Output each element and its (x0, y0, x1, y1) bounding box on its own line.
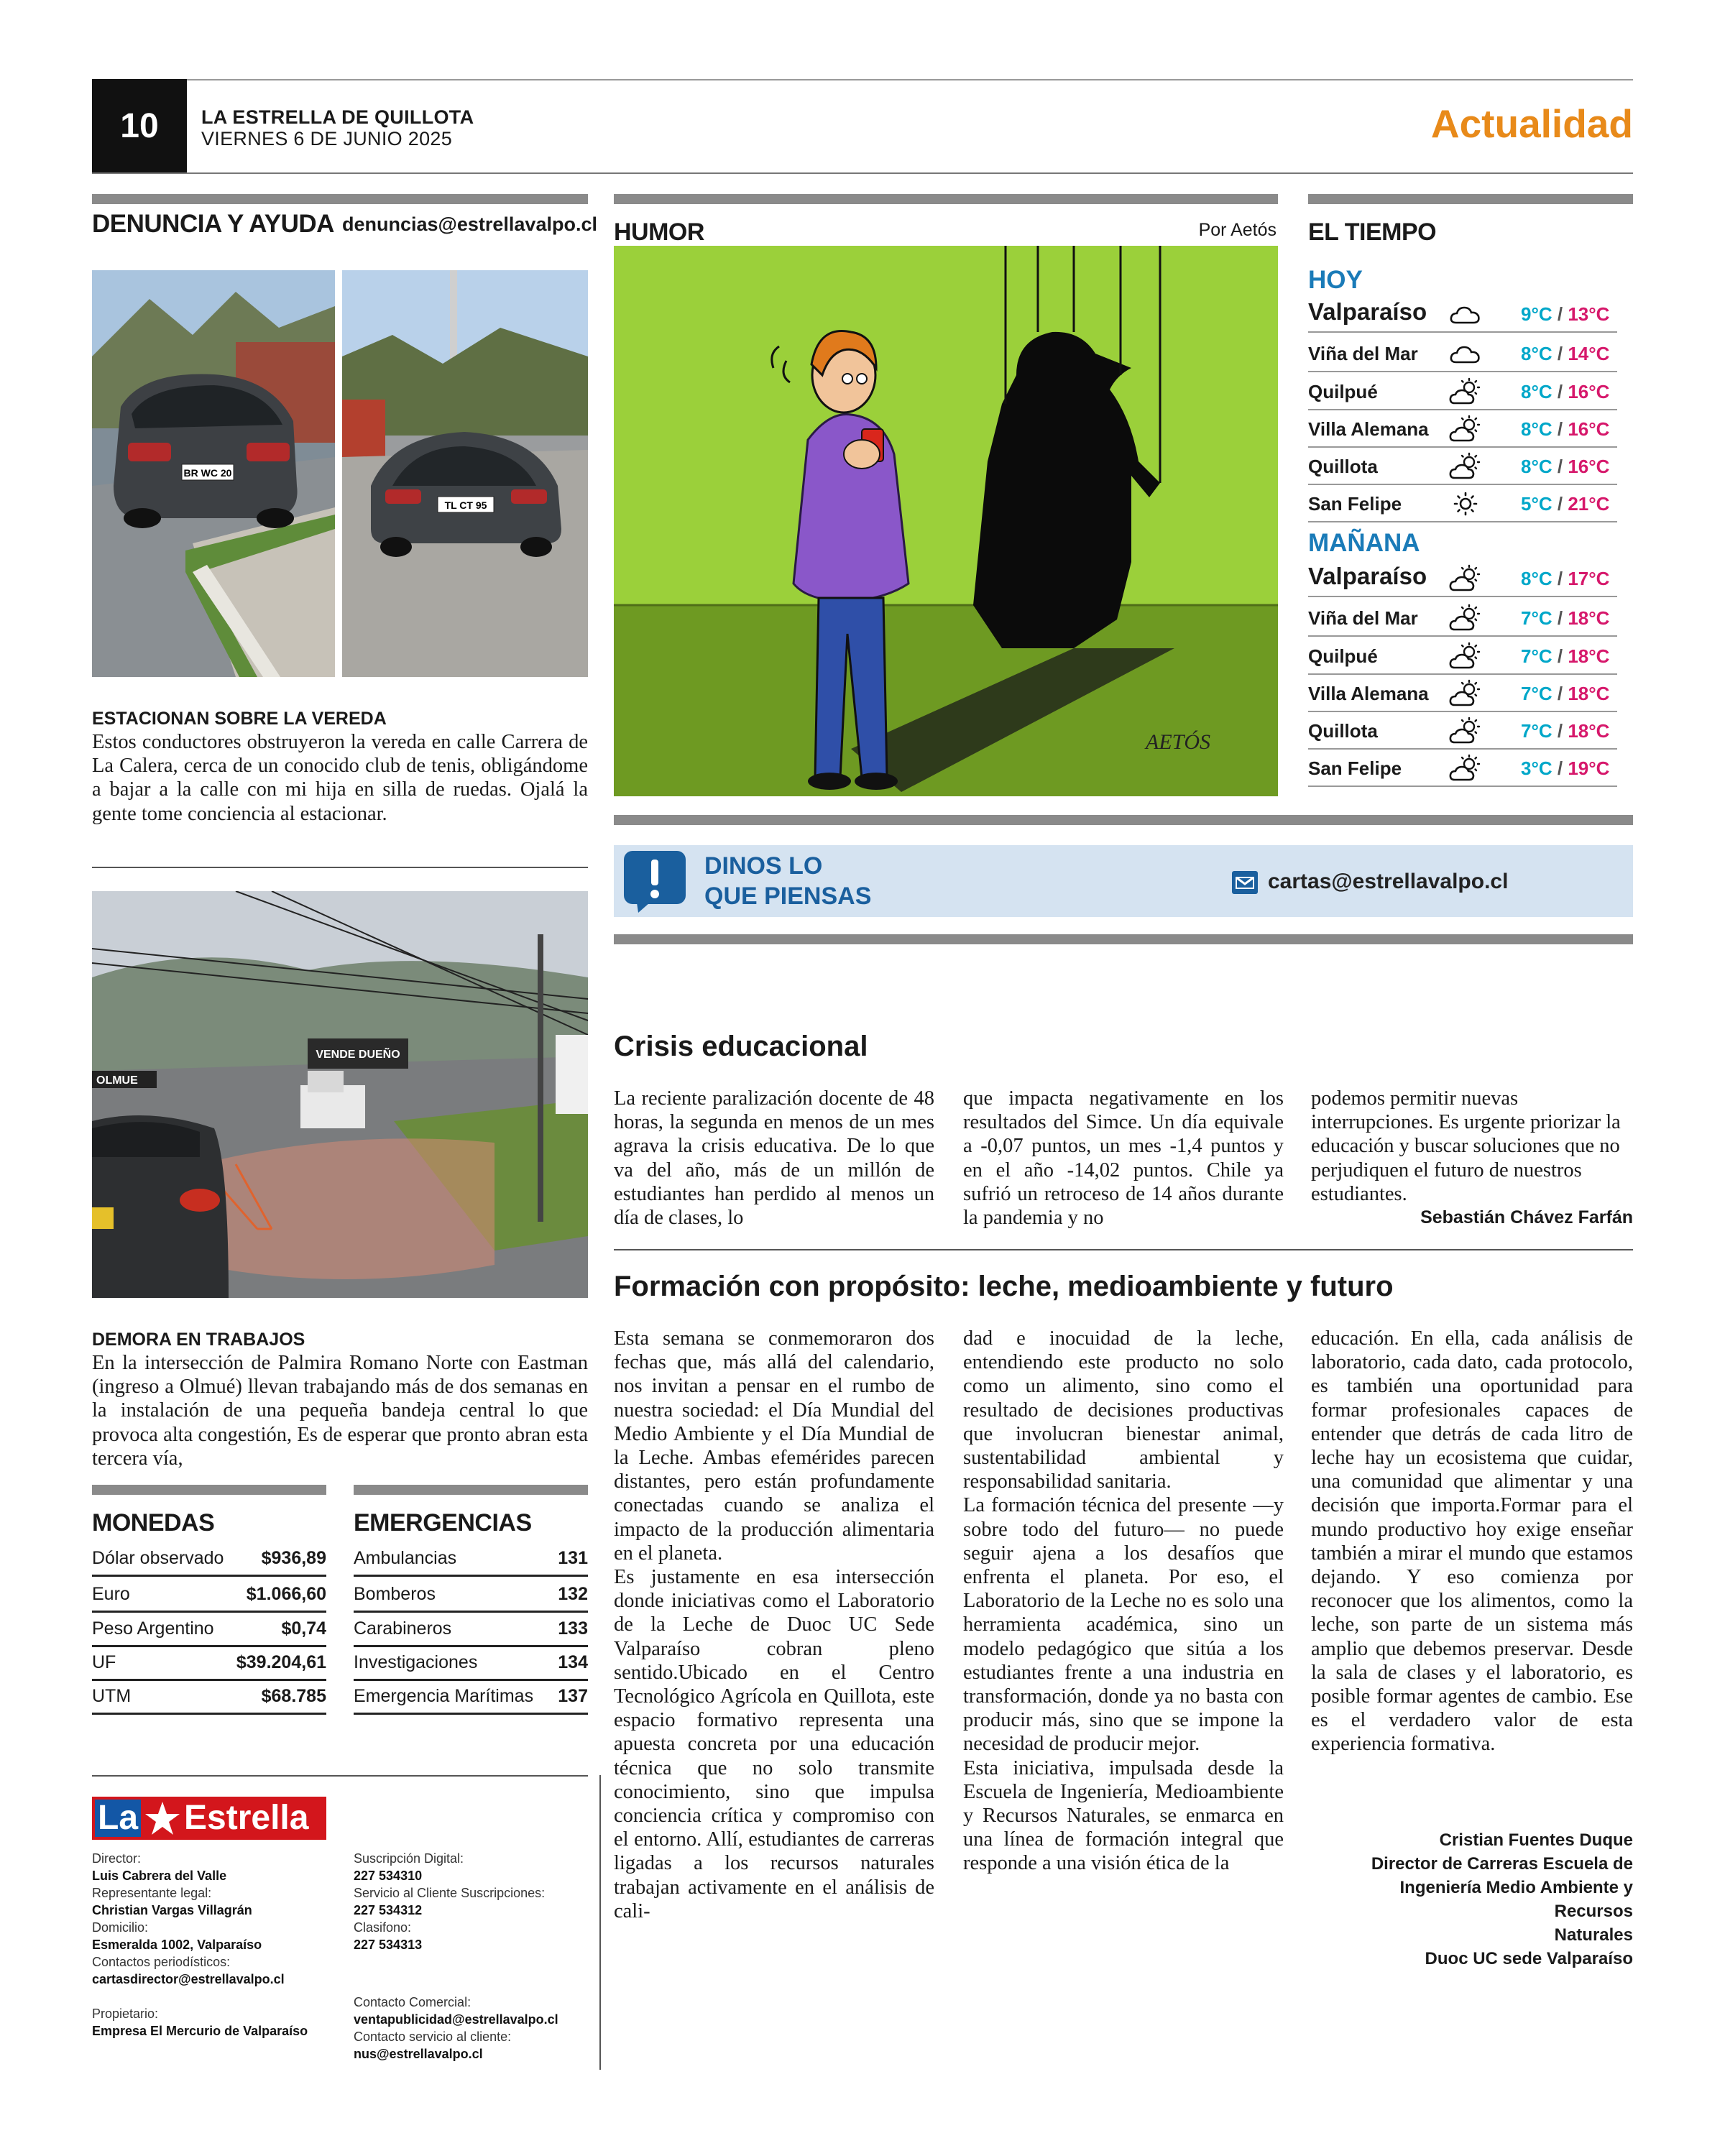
director-label: Director: (92, 1851, 142, 1866)
weather-row (1308, 411, 1617, 448)
weather-temp: 8°C / 16°C (1521, 418, 1610, 440)
partly-cloudy-icon (1449, 564, 1482, 593)
emergencias-table (354, 1542, 588, 1722)
issue-date: VIERNES 6 DE JUNIO 2025 (201, 128, 453, 149)
letter-divider (614, 1249, 1633, 1250)
cartoon-signature: AETÓS (1146, 730, 1210, 754)
emergencias-row (354, 1646, 588, 1681)
cloud-icon (1449, 339, 1482, 368)
rep-name: Christian Vargas Villagrán (92, 1903, 252, 1917)
monedas-title: MONEDAS (92, 1509, 215, 1537)
item2-text: En la intersección de Palmira Romano Norte con Eastman (ingreso a Olmué) llevan trabajando más de dos semanas en la instalación de una pequeña bandeja central lo que provoca alta congestión, Es de esperar que pronto abran esta tercera vía, (92, 1352, 588, 1470)
item1-text: Estos conductores obstruyeron la vereda en calle Carrera de La Calera, cerca de un conocido club de tenis, obligándome a bajar a la calle con mi hija en silla de ruedas. Ojalá la gente tome conciencia al estacionar. (92, 731, 588, 825)
temp-min: 5°C (1521, 493, 1552, 515)
masthead-left (92, 1850, 336, 2040)
row-label: Euro (92, 1584, 130, 1604)
letter1-title: Crisis educacional (614, 1031, 868, 1062)
row-value: $0,74 (281, 1618, 326, 1639)
weather-today-label: HOY (1308, 266, 1363, 294)
sig-role2: Ingeniería Medio Ambiente y Recursos (1399, 1878, 1633, 1921)
temp-min: 9°C (1521, 303, 1552, 325)
letter1-col3: podemos permitir nuevas interrupciones. Es urgente priorizar la educación y buscar soluciones que no perjudiquen el futuro de nuestros estudiantes. (1311, 1087, 1621, 1205)
letter2-col1: Esta semana se conmemoraron dos fechas que, más allá del calendario, nos invitan a pensar en el rumbo de nuestra sociedad: el Día Mundial del Medio Ambiente y el Día Mundial de la Leche. Ambas efemérides parecen distantes, pero están profundamente conectadas cuando se analiza el impacto de la producción alimentaria en el planeta. Es justamente en esa intersección donde iniciativas como el Laboratorio de la Leche de Duoc UC Sede Valparaíso cobran pleno sentido.Ubicado en el Centro Tecnológico Agrícola en Quillota, este espacio formativo representa una apuesta concreta por una educación técnica que no solo transmite conocimiento, sino que impulsa conciencia crítica y compromiso con el entorno. Allí, estudiantes de carreras ligadas a los recursos naturales trabajan activamente en el análisis de cali- (614, 1327, 934, 1922)
partly-cloudy-icon (1449, 377, 1482, 406)
svc-label: Servicio al Cliente Suscripciones: (354, 1886, 546, 1900)
denuncia-divider (92, 867, 588, 868)
row-value: 134 (558, 1652, 588, 1672)
weather-row (1308, 486, 1617, 522)
sus-value: 227 534310 (354, 1869, 423, 1883)
row-value: $39.204,61 (236, 1652, 326, 1672)
temp-min: 8°C (1521, 381, 1552, 402)
temp-max: 21°C (1568, 493, 1610, 515)
olmue-sign: OLMUE (96, 1074, 138, 1087)
monedas-row (92, 1680, 326, 1715)
weather-city: San Felipe (1308, 757, 1402, 779)
temp-max: 13°C (1568, 303, 1610, 325)
weather-row (1308, 374, 1617, 410)
emergencias-row (354, 1578, 588, 1613)
weather-temp: 9°C / 13°C (1521, 303, 1610, 325)
sig-role1: Director de Carreras Escuela de (1371, 1854, 1633, 1874)
letter1-signature: Sebastián Chávez Farfán (1420, 1207, 1633, 1227)
weather-bar (1308, 194, 1633, 204)
temp-max: 19°C (1568, 757, 1610, 779)
weather-city: Quillota (1308, 720, 1378, 742)
row-value: $1.066,60 (246, 1584, 326, 1604)
denuncia-title: DENUNCIA Y AYUDA (92, 210, 334, 238)
clas-label: Clasifono: (354, 1920, 412, 1935)
letter2-col2: dad e inocuidad de la leche, entendiendo este producto no solo como un alimento, sino como el resultado de decisiones productivas que involucran bienestar animal, sustentabilidad ambiental y responsabilidad sanitaria. La formación técnica del presente —y sobre todo del futuro— no puede seguir ajena a los desafíos que enfrenta el planeta. Por eso, el Laboratorio de la Leche no es solo una herramienta académica, sino un modelo pedagógico que sitúa a los estudiantes frente a una industria en transformación, donde ya no basta con producir más, sino que se impone la necesidad de producir mejor. Esta iniciativa, impulsada desde la Escuela de Ingeniería, Medioambiente y Recursos Naturales, se enmarca en una línea de formación integral que responde a una visión ética de la (963, 1327, 1284, 1875)
letter2-title: Formación con propósito: leche, medioambiente y futuro (614, 1271, 1394, 1302)
weather-temp: 7°C / 18°C (1521, 720, 1610, 742)
weather-temp: 8°C / 16°C (1521, 456, 1610, 477)
weather-city: Valparaíso (1308, 298, 1427, 325)
weather-city: Viña del Mar (1308, 343, 1418, 364)
temp-max: 18°C (1568, 720, 1610, 742)
header-bottom-rule (92, 172, 1633, 174)
temp-min: 7°C (1521, 645, 1552, 667)
cli-label: Contacto servicio al cliente: (354, 2030, 512, 2044)
humor-title: HUMOR (614, 218, 704, 246)
photo-parked-car-left (92, 270, 335, 677)
item1-title: ESTACIONAN SOBRE LA VEREDA (92, 709, 387, 729)
row-label: Emergencia Marítimas (354, 1686, 534, 1706)
row-label: Investigaciones (354, 1652, 478, 1672)
temp-min: 7°C (1521, 720, 1552, 742)
masthead-divider (92, 1775, 588, 1777)
row-label: Ambulancias (354, 1548, 457, 1568)
weather-temp: 8°C / 14°C (1521, 343, 1610, 364)
temp-max: 17°C (1568, 568, 1610, 589)
row-value: 133 (558, 1618, 588, 1639)
temp-max: 16°C (1568, 381, 1610, 402)
dom-label: Domicilio: (92, 1920, 149, 1935)
clas-value: 227 534313 (354, 1938, 423, 1952)
row-label: UTM (92, 1686, 132, 1706)
weather-city: Viña del Mar (1308, 607, 1418, 629)
temp-max: 18°C (1568, 645, 1610, 667)
section-title: Actualidad (1430, 101, 1633, 146)
weather-row (1308, 638, 1617, 675)
weather-temp: 8°C / 17°C (1521, 568, 1610, 589)
dinos-line1: DINOS LO (704, 852, 823, 880)
sig-name: Cristian Fuentes Duque (1439, 1830, 1633, 1850)
partly-cloudy-icon (1449, 604, 1482, 632)
contact-label: Contactos periodísticos: (92, 1955, 231, 1969)
row-label: UF (92, 1652, 116, 1672)
dinos-banner (614, 845, 1633, 917)
owner-label: Propietario: (92, 2007, 159, 2021)
weather-row (1308, 296, 1617, 333)
weather-row (1308, 336, 1617, 372)
weather-row (1308, 561, 1617, 597)
plate-1: BR WC 20 (183, 467, 232, 479)
sus-label: Suscripción Digital: (354, 1851, 464, 1866)
sig-role4: Duoc UC sede Valparaíso (1425, 1949, 1633, 1968)
weather-tomorrow (1308, 561, 1633, 791)
owner-value: Empresa El Mercurio de Valparaíso (92, 2024, 308, 2038)
weather-tomorrow-label: MAÑANA (1308, 529, 1420, 557)
row-value: 132 (558, 1584, 588, 1604)
weather-temp: 7°C / 18°C (1521, 683, 1610, 704)
temp-min: 8°C (1521, 456, 1552, 477)
denuncia-top-bar (92, 194, 588, 204)
monedas-row (92, 1542, 326, 1577)
emergencias-row (354, 1613, 588, 1647)
star-icon (144, 1800, 181, 1837)
dinos-top-bar (614, 815, 1633, 825)
row-label: Carabineros (354, 1618, 452, 1639)
weather-temp: 7°C / 18°C (1521, 645, 1610, 667)
emergencias-row (354, 1680, 588, 1715)
envelope-icon (1232, 871, 1258, 894)
weather-row (1308, 600, 1617, 637)
weather-city: Valparaíso (1308, 563, 1427, 589)
weather-row (1308, 448, 1617, 485)
temp-max: 18°C (1568, 607, 1610, 629)
column-divider (599, 1775, 601, 2070)
paper-name: LA ESTRELLA DE QUILLOTA (201, 106, 474, 128)
weather-city: Quilpué (1308, 381, 1378, 402)
weather-row (1308, 713, 1617, 750)
svc-value: 227 534312 (354, 1903, 423, 1917)
page-number: 10 (120, 107, 159, 145)
emergencias-row (354, 1542, 588, 1577)
monedas-table (92, 1542, 326, 1722)
temp-max: 14°C (1568, 343, 1610, 364)
weather-city: San Felipe (1308, 493, 1402, 515)
logo (92, 1797, 326, 1840)
sig-role3: Naturales (1554, 1925, 1633, 1945)
row-value: 131 (558, 1548, 588, 1568)
monedas-row (92, 1578, 326, 1613)
cloud-icon (1449, 300, 1482, 328)
partly-cloudy-icon (1449, 717, 1482, 745)
weather-temp: 8°C / 16°C (1521, 381, 1610, 402)
temp-min: 7°C (1521, 607, 1552, 629)
emergencias-title: EMERGENCIAS (354, 1509, 532, 1537)
sale-sign: VENDE DUEÑO (316, 1049, 400, 1061)
dinos-line2: QUE PIENSAS (704, 883, 872, 910)
dinos-email[interactable]: cartas@estrellavalpo.cl (1268, 870, 1509, 893)
weather-temp: 7°C / 18°C (1521, 607, 1610, 629)
weather-temp: 5°C / 21°C (1521, 493, 1610, 515)
cli-value[interactable]: nus@estrellavalpo.cl (354, 2047, 483, 2061)
partly-cloudy-icon (1449, 415, 1482, 443)
denuncia-email: denuncias@estrellavalpo.cl (342, 213, 597, 235)
logo-estrella: Estrella (184, 1799, 309, 1837)
row-value: $936,89 (261, 1548, 326, 1568)
letter1-col2: que impacta negativamente en los resultados del Simce. Un día equivale a -0,07 puntos, un mes -1,4 puntos y en el año -14,02 puntos. Chile ya sufrió un retroceso de 14 años durante la pandemia y no (963, 1087, 1284, 1230)
monedas-bar (92, 1485, 326, 1495)
weather-row (1308, 750, 1617, 787)
plate-2: TL CT 95 (444, 499, 487, 511)
monedas-row (92, 1646, 326, 1681)
contact-value[interactable]: cartasdirector@estrellavalpo.cl (92, 1972, 285, 1986)
masthead-right (354, 1850, 591, 2063)
weather-city: Villa Alemana (1308, 418, 1429, 440)
temp-max: 18°C (1568, 683, 1610, 704)
temp-min: 8°C (1521, 418, 1552, 440)
photo-parked-car-right (342, 270, 588, 677)
humor-cartoon (614, 246, 1278, 796)
row-value: 137 (558, 1686, 588, 1706)
dom-value: Esmeralda 1002, Valparaíso (92, 1938, 262, 1952)
letter2-col3: educación. En ella, cada análisis de laboratorio, cada dato, cada protocolo, es también una oportunidad para formar profesionales capaces de entender que detrás de cada litro de leche hay un ecosistema que cuidar, una comunidad que alimentar y una decisión que importa.Formar para el mundo productivo hoy exige enseñar también a mirar el mundo que estamos dejando. Y eso comienza por reconocer que los alimentos, como la leche, son parte de un sistema más amplio que debemos preservar. Desde la sala de clases y el laboratorio, es posible formar agentes de cambio. Ese es el verdadero valor de esta experiencia formativa. (1311, 1327, 1633, 1756)
exclamation-icon (622, 849, 687, 913)
monedas-row (92, 1613, 326, 1647)
emergencias-bar (354, 1485, 588, 1495)
letter1-col1: La reciente paralización docente de 48 horas, la segunda en menos de un mes agrava la crisis educativa. De lo que va del año, más de un millón de estudiantes han perdido al menos un día de clases, lo (614, 1087, 934, 1230)
dinos-bottom-bar (614, 934, 1633, 944)
sun-icon (1449, 489, 1482, 518)
weather-row (1308, 676, 1617, 712)
com-value[interactable]: ventapublicidad@estrellavalpo.cl (354, 2012, 558, 2027)
weather-city: Quilpué (1308, 645, 1378, 667)
page-number-box (92, 79, 187, 174)
temp-min: 7°C (1521, 683, 1552, 704)
page-header (92, 79, 1633, 174)
partly-cloudy-icon (1449, 452, 1482, 481)
temp-max: 16°C (1568, 418, 1610, 440)
row-label: Bomberos (354, 1584, 436, 1604)
temp-min: 8°C (1521, 343, 1552, 364)
header-top-rule (185, 79, 1633, 80)
humor-author: Por Aetós (1198, 220, 1276, 240)
item2-title: DEMORA EN TRABAJOS (92, 1330, 305, 1350)
row-label: Dólar observado (92, 1548, 224, 1568)
photo-road-works (92, 891, 588, 1298)
weather-city: Quillota (1308, 456, 1378, 477)
weather-temp: 3°C / 19°C (1521, 757, 1610, 779)
letter2-signature (1317, 1828, 1633, 1971)
partly-cloudy-icon (1449, 679, 1482, 708)
logo-la: La (95, 1800, 141, 1837)
weather-today (1308, 296, 1633, 526)
weather-title: EL TIEMPO (1308, 218, 1437, 246)
partly-cloudy-icon (1449, 642, 1482, 671)
director-name: Luis Cabrera del Valle (92, 1869, 227, 1883)
row-value: $68.785 (261, 1686, 326, 1706)
temp-min: 8°C (1521, 568, 1552, 589)
weather-city: Villa Alemana (1308, 683, 1429, 704)
humor-bar (614, 194, 1278, 204)
temp-min: 3°C (1521, 757, 1552, 779)
com-label: Contacto Comercial: (354, 1995, 472, 2009)
rep-label: Representante legal: (92, 1886, 212, 1900)
partly-cloudy-icon (1449, 754, 1482, 783)
row-label: Peso Argentino (92, 1618, 214, 1639)
temp-max: 16°C (1568, 456, 1610, 477)
